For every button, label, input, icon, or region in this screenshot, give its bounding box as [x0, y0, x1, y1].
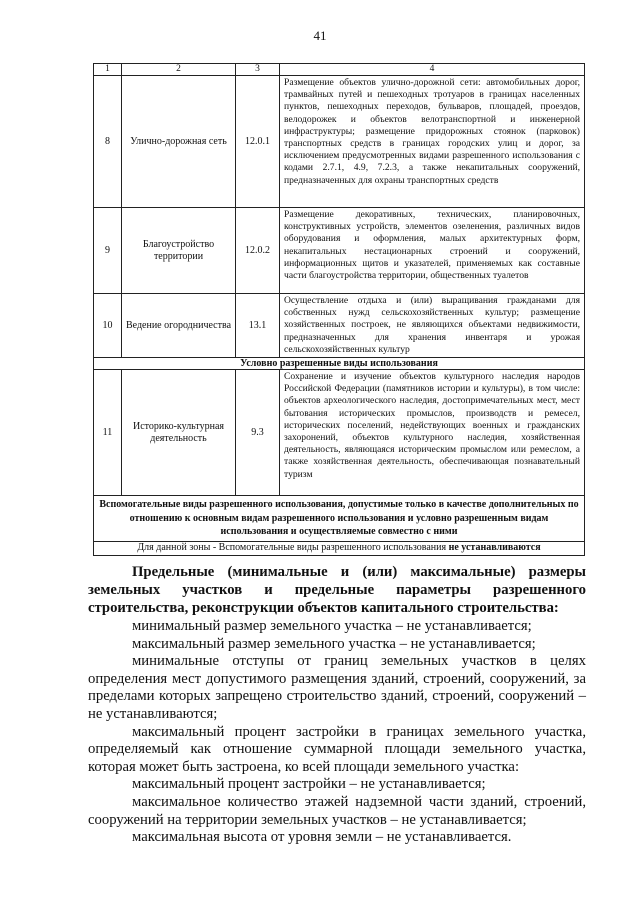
header-cell: 1: [94, 64, 122, 76]
parameter-line: максимальный процент застройки – не устанавливается;: [132, 776, 486, 793]
header-cell: 3: [236, 64, 280, 76]
auxiliary-note-value: не устанавливаются: [448, 542, 541, 554]
section-title-row: [94, 358, 585, 370]
use-code: 13.1: [236, 294, 280, 358]
parameters-section: [88, 563, 586, 847]
conditional-uses-title: Условно разрешенные виды использования: [94, 358, 585, 370]
parameter-line: максимальное количество этажей надземной части зданий, строений, сооружений на территории земельных участков – не устанавливается;: [88, 793, 586, 828]
table-row: [94, 76, 585, 208]
use-description: Размещение декоративных, технических, планировочных, конструктивных устройств, элементов озеленения, различных видов оборудования и оформления, малых архитектурных форм, некапитальных нестационарных строений и сооружений, информационных щитов и указателей, применяемых как составные части благоустройства территории, общественных туалетов: [280, 208, 585, 294]
use-name: Историко-культурная деятельность: [122, 370, 236, 496]
header-cell: 2: [122, 64, 236, 76]
row-number: 11: [94, 370, 122, 496]
use-name: Улично-дорожная сеть: [122, 76, 236, 208]
table-row: [94, 294, 585, 358]
use-name: Ведение огородничества: [122, 294, 236, 358]
permitted-use-table: [93, 63, 585, 556]
auxiliary-note-row: [94, 541, 585, 555]
auxiliary-note-prefix: Для данной зоны - Вспомогательные виды разрешенного использования: [137, 542, 449, 554]
use-description: Осуществление отдыха и (или) выращивания гражданами для собственных нужд сельскохозяйственных культур; размещение хозяйственных построек, не являющихся объектами недвижимости, предназначенных для хранения инвентаря и урожая сельскохозяйственных культур: [280, 294, 585, 358]
use-code: 9.3: [236, 370, 280, 496]
table-row: [94, 370, 585, 496]
parameter-line: максимальная высота от уровня земли – не устанавливается.: [132, 829, 512, 846]
auxiliary-uses-title: Вспомогательные виды разрешенного использования, допустимые только в качестве дополнительных по отношению к основным видам разрешенного использования и условно разрешенным видам использования и осуществляемые совместно с ними: [94, 496, 585, 542]
auxiliary-note: [94, 541, 585, 555]
page-number: 41: [313, 28, 327, 43]
row-number: 10: [94, 294, 122, 358]
use-description: Размещение объектов улично-дорожной сети: автомобильных дорог, трамвайных путей и пешеходных тротуаров в границах населенных пунктов, пешеходных переходов, бульваров, площадей, проездов, велодорожек и объектов велотранспортной и инженерной инфраструктуры; размещение придорожных стоянок (парковок) транспортных средств в границах городских улиц и дорог, за исключением предусмотренных видами разрешенного использования с кодами 2.7.1, 4.9, 7.2.3, а также некапитальных сооружений, предназначенных для охраны транспортных средств: [280, 76, 585, 208]
parameters-heading: Предельные (минимальные и (или) максимальные) размеры земельных участков и предельные параметры разрешенного строительства, реконструкции объектов капитального строительства:: [88, 564, 586, 616]
parameter-line: максимальный процент застройки в границах земельного участка, определяемый как отношение суммарной площади земельного участка, которая может быть застроена, ко всей площади земельного участка:: [88, 723, 586, 775]
parameter-line: минимальный размер земельного участка – не устанавливается;: [132, 618, 532, 634]
row-number: 9: [94, 208, 122, 294]
parameter-line: минимальные отступы от границ земельных участков в целях определения мест допустимого размещения зданий, строений, сооружений, за пределами которых запрещено строительство зданий, строений, сооружений – не устанавливаются;: [88, 653, 586, 722]
table-row: [94, 208, 585, 294]
auxiliary-title-row: [94, 496, 585, 542]
row-number: 8: [94, 76, 122, 208]
use-code: 12.0.1: [236, 76, 280, 208]
table-header-row: [94, 64, 585, 76]
parameter-line: максимальный размер земельного участка – не устанавливается;: [132, 635, 536, 652]
use-description: Сохранение и изучение объектов культурного наследия народов Российской Федерации (памятников истории и культуры), в том числе: объектов археологического наследия, достопримечательных мест, мест бытования исторических промыслов, производств и ремесел, исторических поселений, недействующих военных и гражданских захоронений, объектов культурного наследия, хозяйственная деятельность, являющаяся историческим промыслом или ремеслом, а также хозяйственная деятельность, обеспечивающая познавательный туризм: [280, 370, 585, 496]
use-name: Благоустройство территории: [122, 208, 236, 294]
use-code: 12.0.2: [236, 208, 280, 294]
header-cell: 4: [280, 64, 585, 76]
